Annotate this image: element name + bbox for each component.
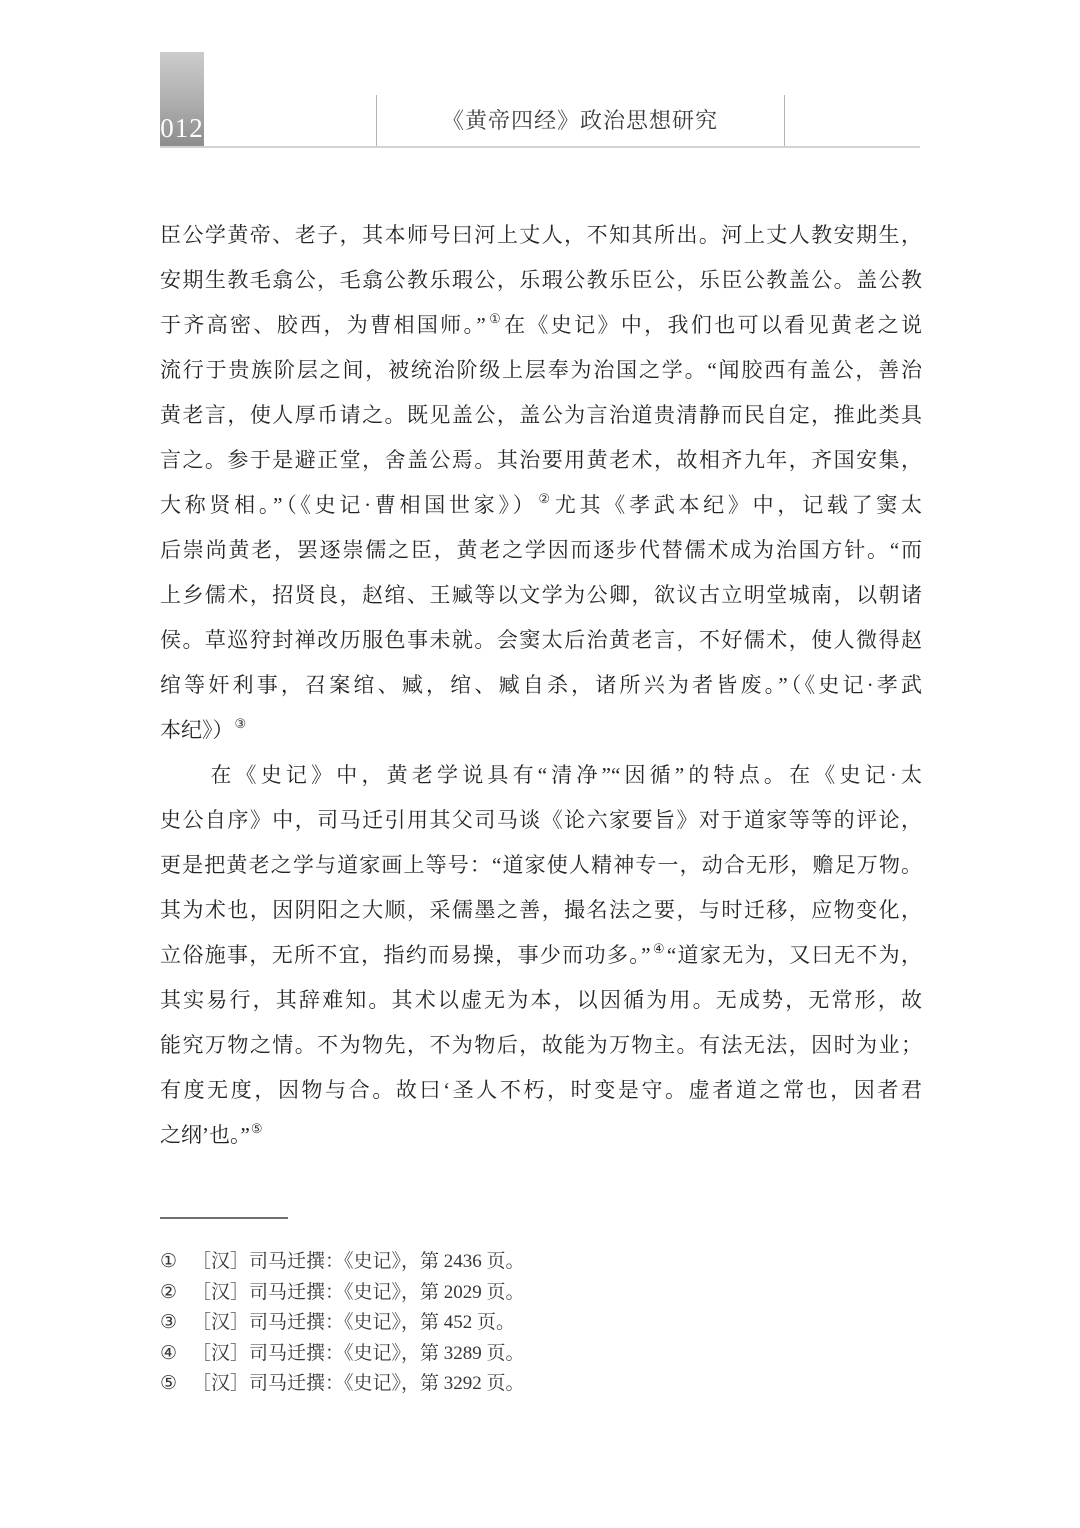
footnote-ref: ⑤ bbox=[250, 1121, 263, 1136]
text-line: 史公自序》中，司马迁引用其父司马谈《论六家要旨》对于道家等等的评论， bbox=[160, 808, 922, 832]
footnote-marker: ③ bbox=[160, 1312, 178, 1333]
text-line: 有度无度，因物与合。故曰‘圣人不朽，时变是守。虚者道之常也，因者君 bbox=[160, 1078, 922, 1102]
text-line: 在《史记》中，黄老学说具有“清净”“因循”的特点。在《史记·太 bbox=[160, 763, 922, 787]
page-number: 012 bbox=[160, 113, 204, 143]
text-line: 其实易行，其辞难知。其术以虚无为本，以因循为用。无成势，无常形，故 bbox=[160, 988, 922, 1012]
text-line: 能究万物之情。不为物先，不为物后，故能为万物主。有法无法，因时为业； bbox=[160, 1033, 922, 1057]
text-line: 之纲’也。”⑤ bbox=[160, 1121, 263, 1147]
header-rule bbox=[160, 146, 920, 148]
text-line: 流行于贵族阶层之间，被统治阶级上层奉为治国之学。“闻胶西有盖公，善治 bbox=[160, 358, 922, 382]
text-line: 本纪》）③ bbox=[160, 716, 247, 742]
footnote-ref: ④ bbox=[651, 941, 666, 956]
text-line: 其为术也，因阴阳之大顺，采儒墨之善，撮名法之要，与时迁移，应物变化， bbox=[160, 898, 922, 922]
footnote-ref: ③ bbox=[234, 716, 247, 731]
body-text bbox=[160, 213, 922, 1158]
footnote-text: ［汉］司马迁撰：《史记》，第 2029 页。 bbox=[192, 1281, 525, 1303]
footnote-marker: ② bbox=[160, 1281, 178, 1303]
footnote-marker: ⑤ bbox=[160, 1373, 178, 1394]
text-line: 臣公学黄帝、老子，其本师号曰河上丈人，不知其所出。河上丈人教安期生， bbox=[160, 223, 922, 247]
footnote-text: ［汉］司马迁撰：《史记》，第 2436 页。 bbox=[192, 1251, 525, 1272]
footnote-marker: ① bbox=[160, 1251, 178, 1272]
footnote-ref: ② bbox=[538, 491, 554, 506]
footnote-item bbox=[160, 1339, 922, 1370]
footnote-text: ［汉］司马迁撰：《史记》，第 452 页。 bbox=[192, 1312, 516, 1333]
running-head-title: 《黄帝四经》政治思想研究 bbox=[441, 108, 718, 133]
text-line: 大称贤相。”（《史记·曹相国世家》）②尤其《孝武本纪》中，记载了窦太 bbox=[160, 491, 922, 517]
header-divider-right bbox=[784, 95, 785, 146]
footnotes bbox=[160, 1247, 922, 1400]
footnote-text: ［汉］司马迁撰：《史记》，第 3292 页。 bbox=[192, 1373, 525, 1394]
footnote-ref: ① bbox=[486, 311, 504, 326]
text-line: 后崇尚黄老，罢逐崇儒之臣，黄老之学因而逐步代替儒术成为治国方针。“而 bbox=[160, 538, 922, 562]
footnote-text: ［汉］司马迁撰：《史记》，第 3289 页。 bbox=[192, 1342, 525, 1364]
text-line: 安期生教毛翕公，毛翕公教乐瑕公，乐瑕公教乐臣公，乐臣公教盖公。盖公教 bbox=[160, 268, 922, 292]
footnote-item bbox=[160, 1369, 922, 1400]
footnote-item bbox=[160, 1308, 922, 1339]
text-line: 立俗施事，无所不宜，指约而易操，事少而功多。”④“道家无为，又曰无不为， bbox=[160, 941, 922, 967]
footnote-divider bbox=[160, 1217, 288, 1219]
text-line: 侯。草巡狩封禅改历服色事未就。会窦太后治黄老言，不好儒术，使人微得赵 bbox=[160, 628, 922, 652]
footnote-item bbox=[160, 1247, 922, 1278]
text-line: 黄老言，使人厚币请之。既见盖公，盖公为言治道贵清静而民自定，推此类具 bbox=[160, 403, 922, 427]
text-line: 言之。参于是避正堂，舍盖公焉。其治要用黄老术，故相齐九年，齐国安集， bbox=[160, 448, 922, 472]
text-line: 上乡儒术，招贤良，赵绾、王臧等以文学为公卿，欲议古立明堂城南，以朝诸 bbox=[160, 583, 922, 607]
footnote-marker: ④ bbox=[160, 1342, 178, 1364]
text-line: 于齐高密、胶西，为曹相国师。”①在《史记》中，我们也可以看见黄老之说 bbox=[160, 311, 922, 337]
text-line: 绾等奸利事，召案绾、臧，绾、臧自杀，诸所兴为者皆废。”（《史记·孝武 bbox=[160, 673, 922, 697]
text-line: 更是把黄老之学与道家画上等号：“道家使人精神专一，动合无形，赡足万物。 bbox=[160, 853, 922, 877]
footnote-item bbox=[160, 1278, 922, 1309]
page-number-box bbox=[160, 52, 204, 147]
